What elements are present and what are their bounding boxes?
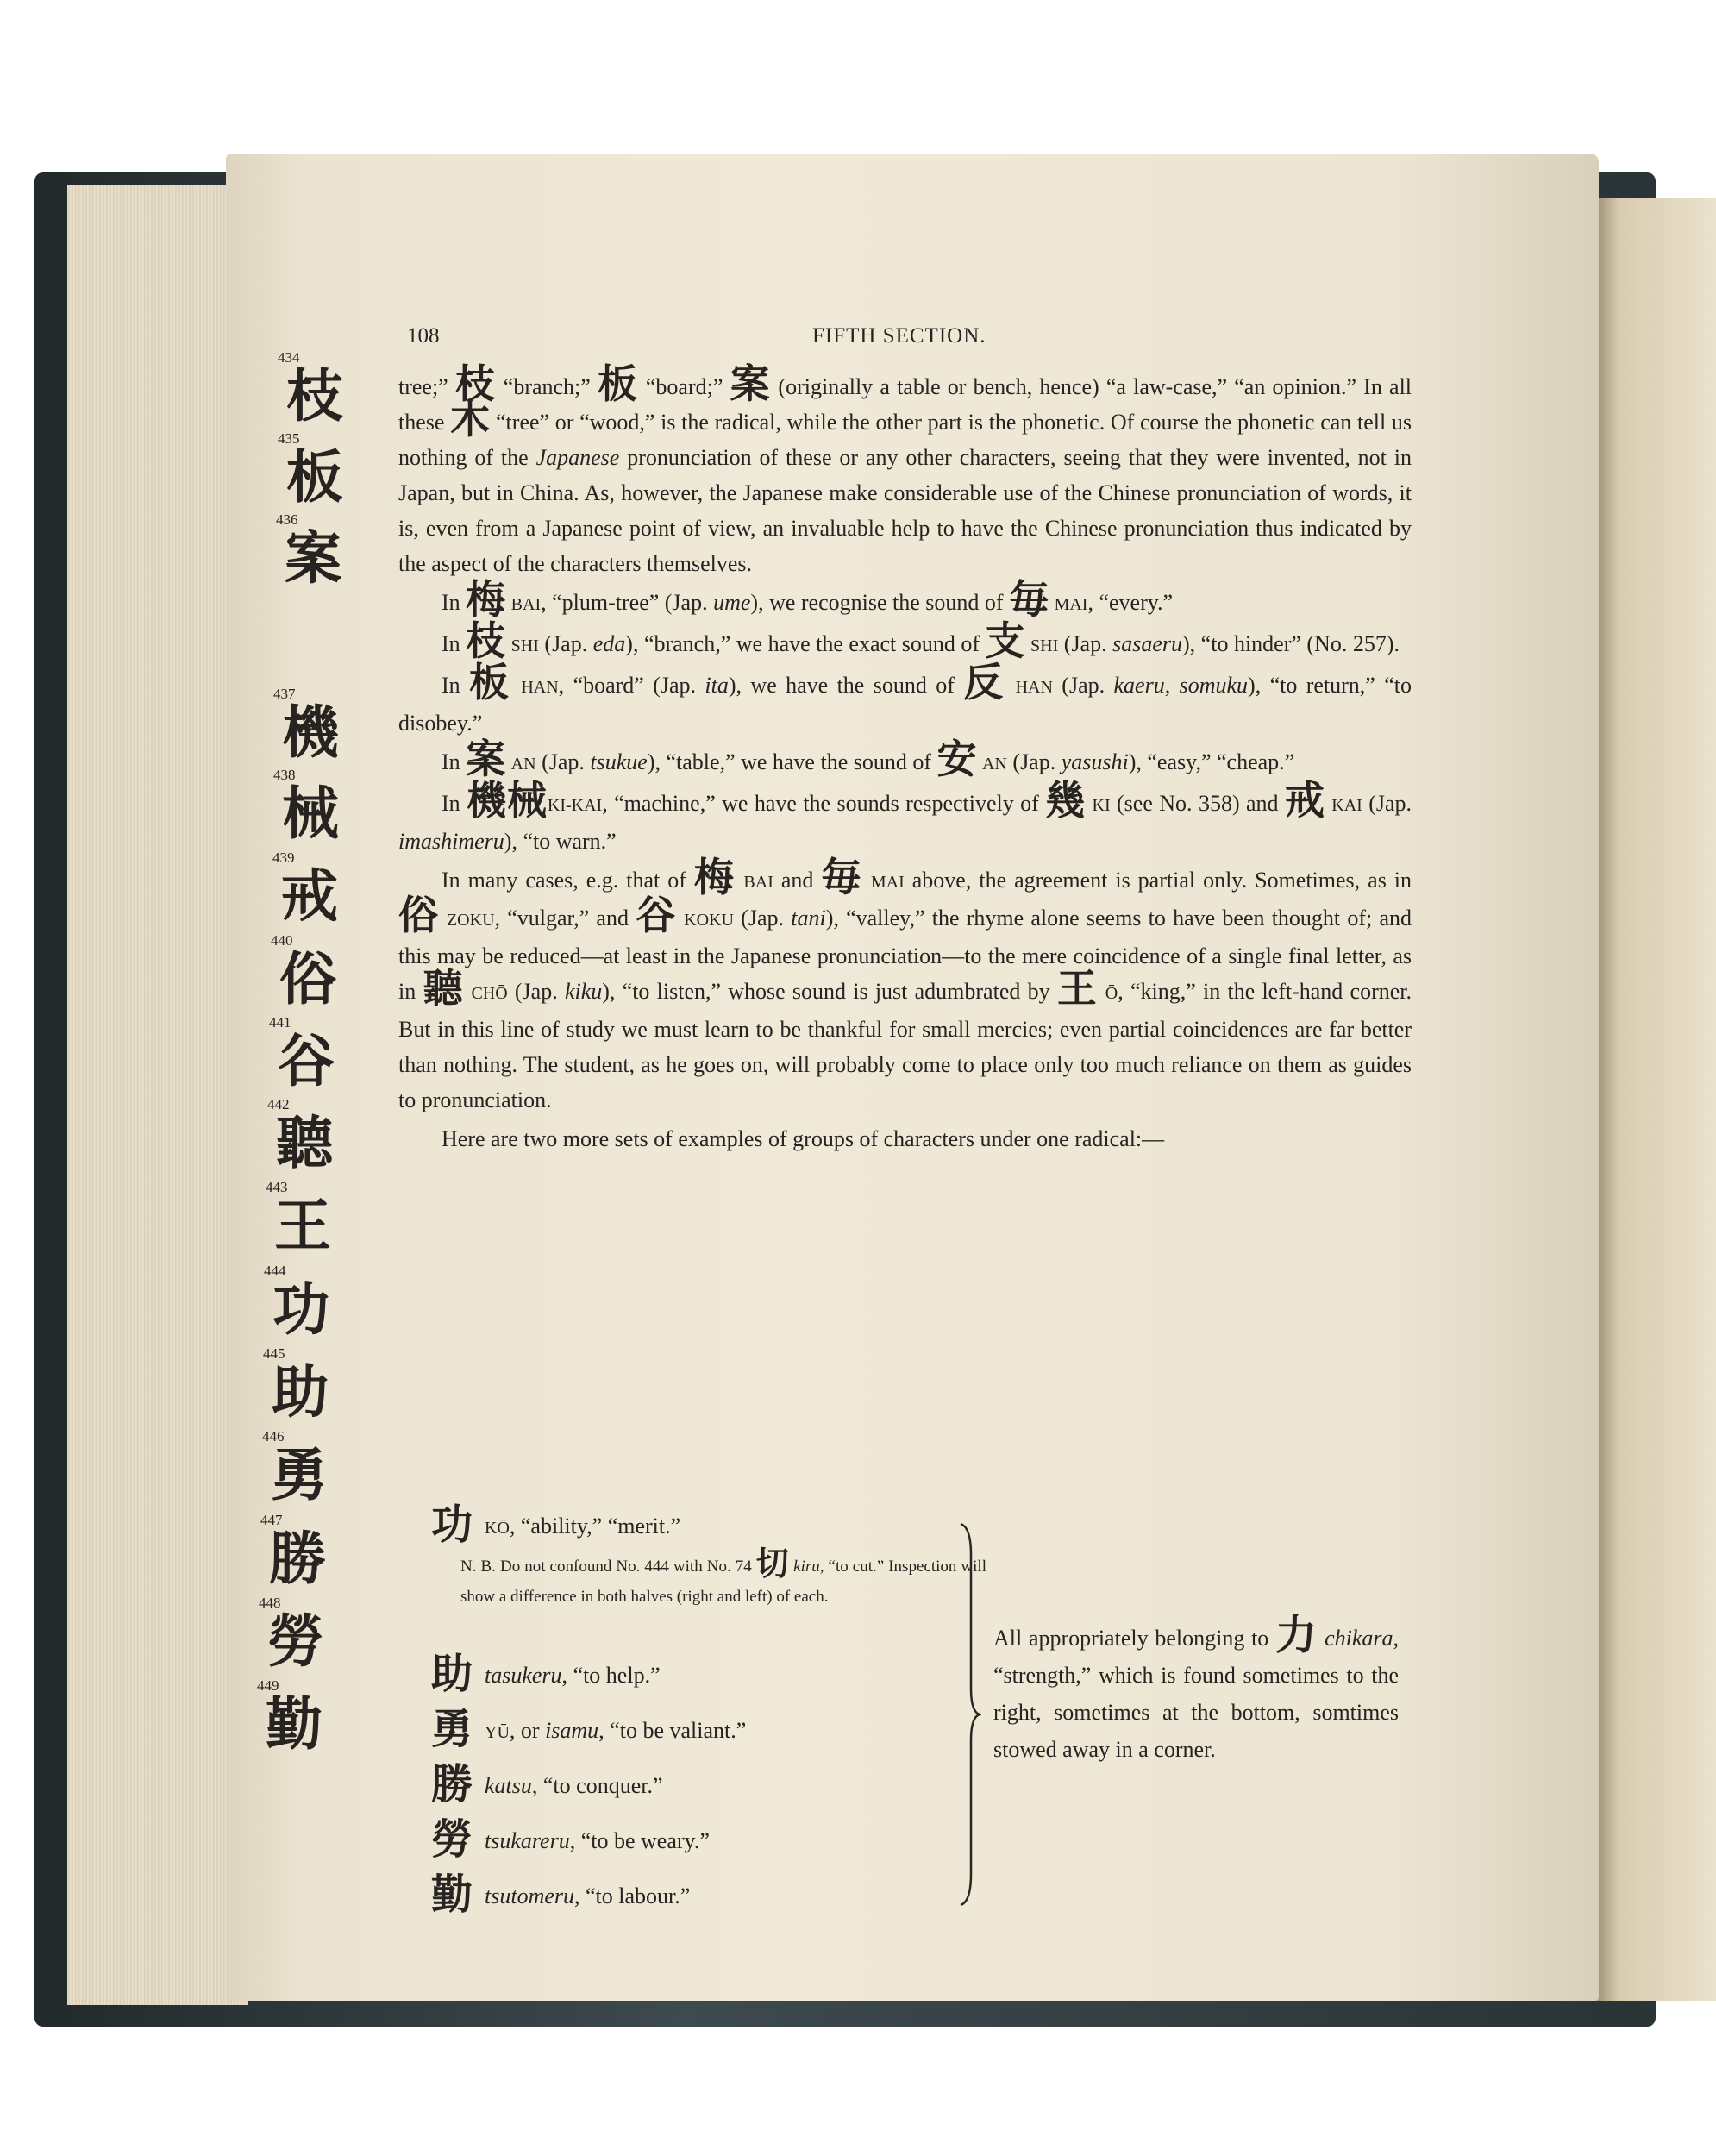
text-run: ), we recognise the sound of (750, 590, 1010, 615)
japanese-reading: chikara (1325, 1626, 1393, 1651)
margin-entry-number: 438 (273, 767, 296, 783)
margin-entry (273, 768, 394, 850)
group-reading: isamu (545, 1718, 599, 1743)
group-gloss: , “to be weary.” (569, 1828, 710, 1853)
margin-entry-character: 谷 (278, 1028, 335, 1094)
text-run: , “every.” (1087, 590, 1174, 615)
text-run: , “board” (Jap. (558, 673, 705, 698)
japanese-reading: kiru (793, 1557, 820, 1576)
margin-entry-number: 439 (272, 849, 295, 866)
japanese-reading: sasaeru (1112, 631, 1183, 656)
group-reading: tsutomeru (485, 1883, 574, 1908)
group-reading: YŪ (485, 1723, 510, 1742)
paragraph (398, 360, 1412, 581)
reading: AN (510, 755, 536, 774)
paragraph (398, 576, 1412, 623)
reading: SHI (1030, 636, 1059, 655)
text-run: “board;” (638, 374, 730, 399)
margin-entry (263, 1346, 384, 1429)
page-number: 108 (407, 324, 440, 348)
group-gloss: , “ability,” “merit.” (509, 1514, 681, 1539)
text-run: ), “to listen,” whose sound is just adumbrated by (602, 979, 1057, 1004)
margin-entry (267, 1097, 388, 1180)
margin-entry-character: 勞 (267, 1608, 324, 1675)
text-run: , “machine,” we have the sounds respectively of (602, 791, 1046, 816)
kanji: 力 (1275, 1611, 1318, 1659)
group-kanji: 助 (431, 1650, 473, 1698)
paragraph (398, 617, 1412, 664)
kanji: 梅 (466, 576, 506, 623)
margin-entry-number: 436 (276, 511, 298, 528)
text-run: (Jap. (1006, 749, 1062, 774)
margin-entry-number: 448 (259, 1595, 281, 1611)
margin-entry-character: 功 (272, 1276, 329, 1343)
japanese-reading: kiku (564, 979, 603, 1004)
group-kanji: 勝 (431, 1760, 473, 1808)
reading: AN (982, 755, 1007, 774)
text-run: , “strength,” which is found sometimes to the right, sometimes at the bottom, somtimes stowed away in a corner. (993, 1626, 1400, 1762)
kanji: 枝 (466, 617, 506, 664)
text-run: (Jap. (1362, 791, 1412, 816)
group-gloss: , “to be valiant.” (598, 1718, 747, 1743)
text-run: All appropriately belonging to (993, 1626, 1276, 1651)
group-gloss: , “to conquer.” (531, 1773, 663, 1798)
reading: KAI (1331, 796, 1362, 815)
margin-entry (278, 350, 398, 433)
group-kanji: 勇 (431, 1705, 473, 1753)
margin-entry-number: 442 (267, 1096, 290, 1112)
margin-entry-number: 445 (263, 1345, 285, 1362)
japanese-reading: yasushi (1061, 749, 1129, 774)
kanji: 案 (730, 360, 772, 407)
kanji: 戒 (1284, 777, 1325, 824)
margin-entry (262, 1429, 383, 1512)
text-run: tree;” (398, 374, 455, 399)
group-reading: katsu (485, 1773, 532, 1798)
text-run: In (442, 590, 467, 615)
book-page (226, 154, 1599, 2001)
curly-brace (957, 1520, 981, 1908)
text-run: (originally a table or bench, hence) “a law-case,” “an opinion.” In all these (398, 374, 1412, 435)
running-title: FIFTH SECTION. (812, 324, 986, 348)
kanji: 聽 (423, 965, 465, 1012)
kanji: 毎 (821, 854, 863, 900)
text-run: ), “valley,” the rhyme alone seems to have been thought of; and this may be reduced—at least in the Japanese pronunciation—to the mere coincidence of a single final letter, as in (398, 906, 1412, 1004)
margin-entry-number: 449 (257, 1677, 279, 1694)
reading: MAI (1054, 595, 1088, 614)
paragraph (398, 854, 1412, 1118)
margin-entry-character: 勤 (266, 1691, 323, 1758)
margin-entry-number: 446 (262, 1428, 285, 1445)
kanji: 王 (1056, 965, 1099, 1012)
text-run: (Jap. (733, 906, 792, 931)
text-run: , “to cut.” Inspection will show a difference in both halves (right and left) of each. (460, 1557, 986, 1606)
reading: HAN (521, 678, 559, 697)
group-reading: KŌ (485, 1519, 510, 1538)
body-text (398, 360, 1412, 1160)
paragraph: Here are two more sets of examples of groups of characters under one radical:— (442, 1126, 1165, 1151)
margin-entry-number: 441 (269, 1014, 291, 1031)
text-run: , “plum-tree” (Jap. (541, 590, 714, 615)
japanese-reading: ita (705, 673, 729, 698)
margin-entry (272, 850, 393, 933)
group-reading: tasukeru (485, 1663, 562, 1688)
margin-entry (273, 686, 394, 769)
japanese-reading: ume (713, 590, 751, 615)
reading: CHŌ (471, 984, 508, 1003)
margin-entry-character: 械 (282, 780, 339, 847)
text-run: “tree” or “wood,” is the radical, while the other part is the phonetic. Of course the phonetic can tell us nothing of the (398, 410, 1412, 470)
margin-entry-number: 440 (271, 932, 293, 949)
margin-entry (259, 1595, 379, 1678)
margin-entry-character: 聽 (276, 1110, 333, 1176)
margin-entry-character: 勝 (269, 1526, 326, 1592)
margin-entry-number: 447 (260, 1512, 283, 1528)
japanese-reading: kaeru, somuku (1113, 673, 1249, 698)
japanese-reading: tsukue (590, 749, 648, 774)
japanese-reading: eda (592, 631, 626, 656)
margin-entry-number: 437 (273, 686, 296, 702)
text-run: (Jap. (507, 979, 565, 1004)
text-run: In (442, 631, 467, 656)
paragraph (398, 659, 1412, 741)
margin-entry (264, 1263, 385, 1346)
margin-entry-number: 444 (264, 1263, 286, 1279)
reading: MAI (870, 873, 905, 892)
kanji: 切 (755, 1545, 790, 1583)
kanji: 谷 (636, 892, 677, 938)
japanese-reading: tani (791, 906, 826, 931)
kanji: 反 (963, 659, 1007, 705)
text-run: ), we have the sound of (728, 673, 964, 698)
text-run: above, the agreement is partial only. Sometimes, as in (904, 868, 1412, 893)
margin-entry (266, 1180, 386, 1263)
text-run: ), “to warn.” (504, 829, 617, 854)
kanji: 木 (450, 396, 491, 442)
text-run: (Jap. (1052, 673, 1114, 698)
text-run: ), “to return,” “to disobey.” (398, 673, 1412, 736)
reading: Ō (1105, 984, 1118, 1003)
kanji: 俗 (398, 892, 440, 938)
kanji: 板 (598, 360, 639, 407)
page-edges (67, 185, 248, 2005)
radical-summary (993, 1611, 1400, 1768)
reading: KOKU (684, 911, 734, 930)
kanji: 梅 (693, 854, 736, 900)
margin-entry-character: 案 (285, 525, 341, 592)
group-kanji: 勤 (431, 1871, 473, 1919)
group-gloss: , or (509, 1718, 546, 1743)
kanji: 毎 (1009, 576, 1049, 623)
margin-entry (271, 933, 391, 1016)
group-kanji: 勞 (431, 1815, 473, 1864)
margin-entry (269, 1015, 390, 1098)
reading: BAI (510, 595, 542, 614)
margin-entry (260, 1513, 381, 1595)
kanji: 機械 (467, 777, 548, 824)
text-run: (see No. 358) and (1110, 791, 1285, 816)
reading: ZOKU (446, 911, 495, 930)
text-run: In many cases, e.g. that of (442, 868, 694, 893)
japanese-reading: imashimeru (398, 829, 504, 854)
text-run: ), “table,” we have the sound of (647, 749, 937, 774)
text-run: ), “to hinder” (No. 257). (1182, 631, 1400, 656)
kanji: 支 (985, 617, 1025, 664)
text-run: , “king,” in the left-hand corner. But in this line of study we must learn to be thankful for small mercies; even partial coincidences are far better than nothing. The student, as he goes on, will probably come to place only too much reliance on them as guides to pronunciation. (398, 979, 1412, 1112)
italic-term: Japanese (535, 445, 620, 470)
margin-entry-character: 枝 (286, 363, 343, 429)
text-run: In (442, 673, 470, 698)
kanji: 板 (469, 659, 512, 705)
note-block (460, 1545, 986, 1612)
kanji: 安 (936, 736, 977, 782)
reading: KI-KAI (547, 796, 603, 815)
reading: KI (1092, 796, 1111, 815)
margin-entry-character: 戒 (281, 863, 338, 930)
text-run: , “vulgar,” and (494, 906, 636, 931)
text-run: (Jap. (538, 631, 593, 656)
text-run: In (442, 749, 467, 774)
text-run: N. B. Do not confound No. 444 with No. 74 (460, 1557, 756, 1576)
margin-entry-character: 俗 (279, 946, 336, 1012)
margin-entry (276, 512, 397, 595)
margin-entry (278, 431, 398, 514)
margin-entry-number: 443 (266, 1179, 288, 1195)
margin-entry (257, 1678, 378, 1761)
margin-entry-character: 板 (286, 444, 343, 511)
text-run: ), “easy,” “cheap.” (1128, 749, 1295, 774)
facing-page-edge (1595, 198, 1716, 2001)
text-run: ), “branch,” we have the exact sound of (625, 631, 986, 656)
margin-entry-character: 勇 (271, 1442, 328, 1508)
margin-entry-character: 王 (274, 1193, 331, 1259)
reading: SHI (510, 636, 539, 655)
group-kanji: 功 (431, 1501, 473, 1549)
group-gloss: , “to help.” (561, 1663, 661, 1688)
margin-entry-number: 435 (278, 430, 300, 447)
margin-entry-character: 助 (272, 1359, 329, 1426)
text-run: (Jap. (1058, 631, 1113, 656)
text-run: pronunciation of these or any other characters, seeing that they were invented, not in Japan, but in China. As, however, the Japanese make considerable use of the Chinese pronunciation of words, it is, even from a Japanese point of view, an invaluable help to have the Chinese pronunciation thus indicated by the aspect of the characters themselves. (398, 445, 1412, 576)
paragraph (398, 736, 1412, 782)
paragraph (398, 777, 1412, 859)
margin-entry-number: 434 (278, 349, 300, 366)
text-run: and (773, 868, 822, 893)
group-gloss: , “to labour.” (574, 1883, 691, 1908)
group-reading: tsukareru (485, 1828, 570, 1853)
text-run: (Jap. (535, 749, 591, 774)
text-run: In (442, 791, 467, 816)
kanji: 案 (466, 736, 506, 782)
reading: BAI (743, 873, 773, 892)
kanji: 幾 (1045, 777, 1087, 824)
margin-entry-character: 機 (282, 699, 339, 766)
reading: HAN (1015, 678, 1053, 697)
text-run: “branch;” (496, 374, 598, 399)
kanji: 枝 (454, 360, 497, 407)
